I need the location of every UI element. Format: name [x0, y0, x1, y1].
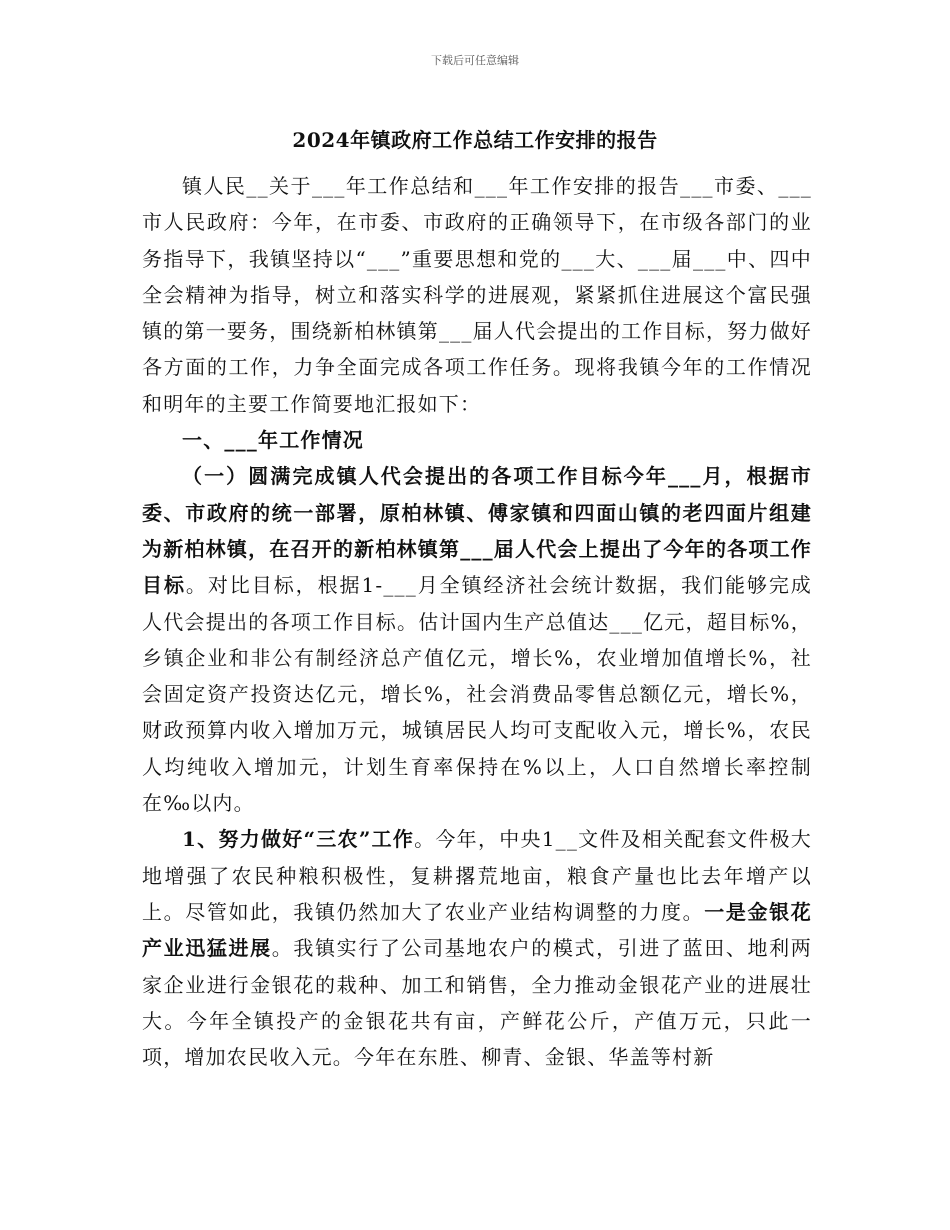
document-body: [142, 168, 812, 1075]
paragraph-targets-heading: （一）圆满完成镇人代会提出的各项工作目标今年___月，根据市委、市政府的统一部署，原柏林镇、傅家镇和四面山镇的老四面片组建为新柏林镇，在召开的新柏林镇第___届人代会上提出了今年的各项工作目标: [142, 464, 812, 598]
paragraph-sannong-heading: 1、努力做好“三农”工作: [182, 827, 415, 852]
paragraph-sannong-subheading: 一是金银花产业迅猛进展: [142, 899, 813, 961]
page-header-note: 下载后可任意编辑: [431, 54, 519, 67]
paragraph-sannong-text-1: 。今年，中央1__文件及相关配套文件极大地增强了农民种粮积极性，复耕撂荒地亩，粮食产量也比去年增产以上。尽管如此，我镇仍然加大了农业产业结构调整的力度。: [142, 827, 813, 924]
paragraph-sannong-text-2: 。我镇实行了公司基地农户的模式，引进了蓝田、地利两家企业进行金银花的栽种、加工和销售，全力推动金银花产业的进展壮大。今年全镇投产的金银花共有亩，产鲜花公斤，产值万元，只此一项，增加农民收入元。今年在东胜、柳青、金银、华盖等村新: [142, 936, 813, 1070]
paragraph-targets: [142, 458, 812, 821]
paragraph-intro: 镇人民__关于___年工作总结和___年工作安排的报告___市委、___市人民政府：今年，在市委、市政府的正确领导下，在市级各部门的业务指导下，我镇坚持以“___”重要思想和党的___大、___届___中、四中全会精神为指导，树立和落实科学的进展观，紧紧抓住进展这个富民强镇的第一要务，围绕新柏林镇第___届人代会提出的工作目标，努力做好各方面的工作，力争全面完成各项工作任务。现将我镇今年的工作情况和明年的主要工作简要地汇报如下：: [142, 174, 812, 416]
section-heading-1: 一、___年工作情况: [182, 428, 364, 453]
paragraph-targets-text: 。对比目标，根据1-___月全镇经济社会统计数据，我们能够完成人代会提出的各项工作目标。估计国内生产总值达___亿元，超目标%，乡镇企业和非公有制经济总产值亿元，增长%，农业增加值增长%，社会固定资产投资达亿元，增长%，社会消费品零售总额亿元，增长%，财政预算内收入增加万元，城镇居民人均可支配收入元，增长%，农民人均纯收入增加元，计划生育率保持在%以上，人口自然增长率控制在‰以内。: [142, 573, 813, 816]
paragraph-sannong: [142, 821, 812, 1075]
document-title: 2024年镇政府工作总结工作安排的报告: [292, 128, 658, 152]
